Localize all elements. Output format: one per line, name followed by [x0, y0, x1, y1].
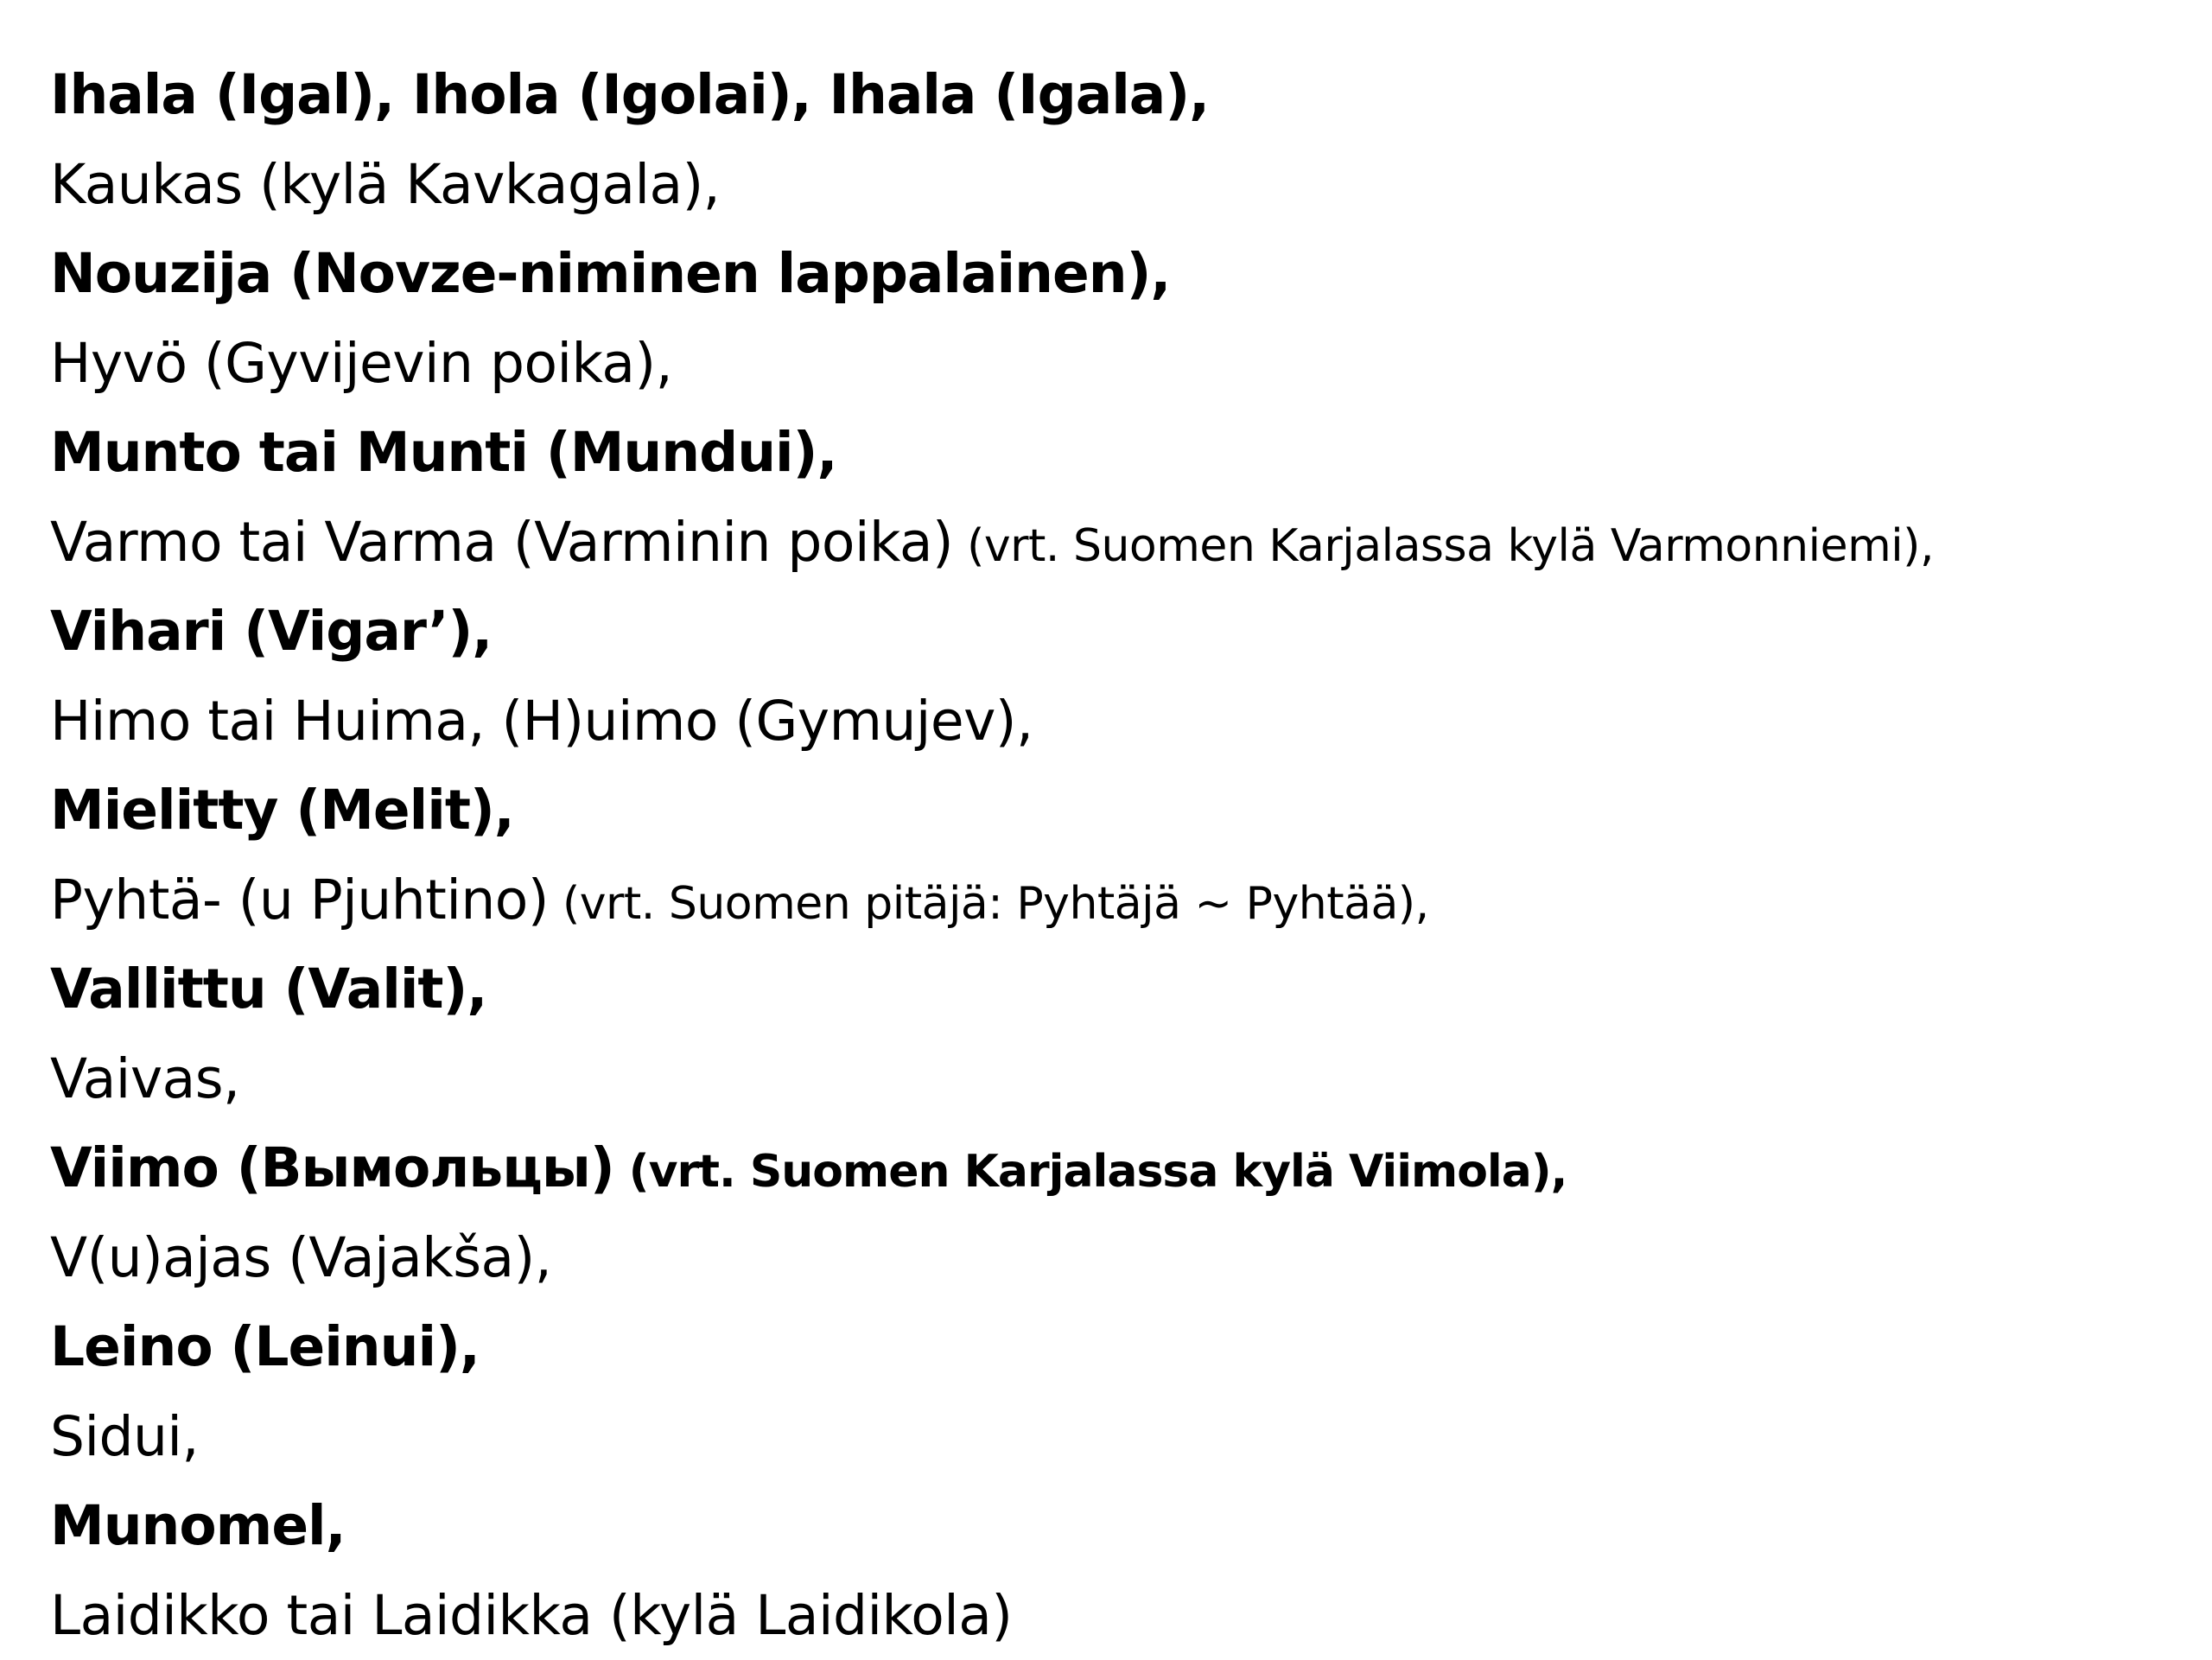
- text-line: [50, 587, 2193, 677]
- text-line: [50, 50, 2193, 140]
- line-text: Nouzija (Novze-niminen lappalainen),: [50, 242, 1170, 305]
- line-text: Vaivas,: [50, 1047, 240, 1110]
- line-text: Himo tai Huima, (H)uimo (Gymujev),: [50, 690, 1033, 753]
- line-note: (vrt. Suomen Karjalassa kylä Viimola),: [614, 1146, 1567, 1198]
- line-text: Sidui,: [50, 1405, 199, 1468]
- text-line: [50, 677, 2193, 766]
- text-line: [50, 1571, 2193, 1660]
- text-line: [50, 1213, 2193, 1303]
- text-line: [50, 229, 2193, 319]
- line-text: Varmo tai Varma (Varminin poika): [50, 511, 953, 574]
- line-note: (vrt. Suomen pitäjä: Pyhtäjä ~ Pyhtää),: [549, 878, 1429, 930]
- line-text: Munto tai Munti (Mundui),: [50, 421, 836, 484]
- line-text: Leino (Leinui),: [50, 1315, 480, 1378]
- line-text: Hyvö (Gyvijevin poika),: [50, 332, 672, 395]
- text-line: [50, 1034, 2193, 1124]
- text-line: [50, 1481, 2193, 1571]
- text-line: [50, 1392, 2193, 1482]
- line-text: Laidikko tai Laidikka (kylä Laidikola): [50, 1584, 1012, 1647]
- text-line: [50, 319, 2193, 409]
- line-text: Pyhtä- (u Pjuhtino): [50, 868, 549, 932]
- text-line: [50, 766, 2193, 855]
- text-line: [50, 855, 2193, 945]
- line-text: Vihari (Vigar’),: [50, 600, 492, 663]
- line-text: Kaukas (kylä Kavkagala),: [50, 153, 720, 216]
- text-line: [50, 498, 2193, 588]
- line-text: Ihala (Igal), Ihola (Igolai), Ihala (Igala),: [50, 63, 1209, 126]
- line-text: Viimo (Вымольцы): [50, 1136, 614, 1199]
- text-line: [50, 1123, 2193, 1213]
- line-text: V(u)ajas (Vajakša),: [50, 1226, 551, 1289]
- document-body: [50, 50, 2193, 1660]
- text-line: [50, 944, 2193, 1034]
- text-line: [50, 140, 2193, 230]
- text-line: [50, 1302, 2193, 1392]
- line-text: Munomel,: [50, 1494, 346, 1557]
- text-line: [50, 408, 2193, 498]
- line-text: Mielitty (Melit),: [50, 779, 514, 842]
- line-text: Vallittu (Valit),: [50, 957, 486, 1021]
- line-note: (vrt. Suomen Karjalassa kylä Varmonniemi),: [953, 520, 1934, 572]
